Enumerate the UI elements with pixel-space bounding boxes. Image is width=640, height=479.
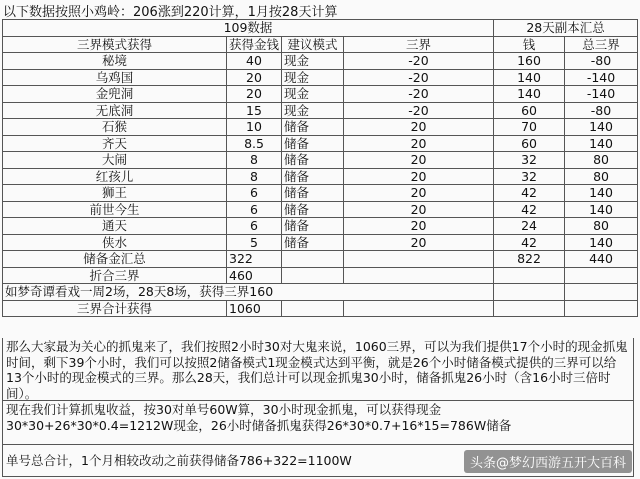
row-name: 狮王: [3, 185, 227, 202]
row-qian: 32: [494, 168, 565, 185]
group-109-header: 109数据: [3, 20, 494, 37]
row-total: -140: [565, 86, 638, 103]
row-sanjie: -20: [344, 86, 494, 103]
row-total: -80: [565, 53, 638, 70]
row-name: 秘境: [3, 53, 227, 70]
row-total: 140: [565, 234, 638, 251]
reserve-label: 储备金汇总: [3, 251, 227, 268]
row-mode: 储备: [282, 152, 344, 169]
row-money: 6: [227, 218, 282, 235]
row-money: 6: [227, 185, 282, 202]
table-row: [3, 168, 638, 185]
row-money: 20: [227, 86, 282, 103]
row-sanjie: 20: [344, 119, 494, 136]
row-mode: 储备: [282, 218, 344, 235]
row-mode: 储备: [282, 168, 344, 185]
row-mode: 储备: [282, 201, 344, 218]
total-value: 1060: [227, 300, 282, 317]
group-28-header: 28天副本汇总: [494, 20, 638, 37]
row-mode: 储备: [282, 119, 344, 136]
row-mode: 现金: [282, 69, 344, 86]
row-sanjie: 20: [344, 168, 494, 185]
row-money: 8: [227, 168, 282, 185]
row-sanjie: 20: [344, 135, 494, 152]
row-total: 80: [565, 168, 638, 185]
row-qian: 24: [494, 218, 565, 235]
row-sanjie: -20: [344, 53, 494, 70]
row-name: 乌鸡国: [3, 69, 227, 86]
table-row: [3, 234, 638, 251]
row-qian: 140: [494, 86, 565, 103]
row-qian: 70: [494, 119, 565, 136]
income-line-2: 30*30+26*30*0.4=1212W现金，26小时储备抓鬼获得26*30*0.7+16*15=786W储备: [6, 417, 512, 433]
row-qian: 42: [494, 234, 565, 251]
row-total: -140: [565, 69, 638, 86]
reserve-summary-row: [3, 251, 638, 268]
income-paragraph: [2, 401, 634, 445]
table-row: [3, 69, 638, 86]
header-group-row: [3, 20, 638, 37]
row-money: 6: [227, 201, 282, 218]
row-total: 80: [565, 152, 638, 169]
row-money: 15: [227, 102, 282, 119]
row-mode: 现金: [282, 53, 344, 70]
row-money: 10: [227, 119, 282, 136]
row-qian: 60: [494, 102, 565, 119]
row-mode: 储备: [282, 234, 344, 251]
row-sanjie: 20: [344, 218, 494, 235]
row-name: 齐天: [3, 135, 227, 152]
header-row: [3, 36, 638, 53]
row-total: 80: [565, 218, 638, 235]
col-sanjie-header: 三界: [344, 36, 494, 53]
watermark-badge: 头条@梦幻西游五开大百科: [464, 450, 632, 473]
row-money: 20: [227, 69, 282, 86]
row-money: 40: [227, 53, 282, 70]
row-qian: 60: [494, 135, 565, 152]
convert-money: 460: [227, 267, 282, 284]
row-total: 140: [565, 119, 638, 136]
row-name: 前世今生: [3, 201, 227, 218]
row-qian: 42: [494, 201, 565, 218]
row-name: 石猴: [3, 119, 227, 136]
col-total-header: 总三界: [565, 36, 638, 53]
table-row: [3, 152, 638, 169]
table-row: [3, 201, 638, 218]
row-name: 无底洞: [3, 102, 227, 119]
row-sanjie: -20: [344, 102, 494, 119]
row-total: -80: [565, 102, 638, 119]
row-sanjie: -20: [344, 69, 494, 86]
data-table: [2, 19, 638, 317]
row-qian: 160: [494, 53, 565, 70]
convert-row: [3, 267, 638, 284]
row-name: 侠水: [3, 234, 227, 251]
row-mode: 现金: [282, 102, 344, 119]
row-money: 8: [227, 152, 282, 169]
row-money: 5: [227, 234, 282, 251]
row-name: 红孩儿: [3, 168, 227, 185]
table-row: [3, 102, 638, 119]
summary-line: 单号总合计，1个月相较改动之前获得储备786+322=1100W: [6, 453, 352, 468]
sheet-title: 以下数据按照小鸡岭：206涨到220计算，1月按28天计算: [3, 5, 338, 20]
row-qian: 32: [494, 152, 565, 169]
row-qian: 140: [494, 69, 565, 86]
reserve-total: 440: [565, 251, 638, 268]
table-row: [3, 119, 638, 136]
row-name: 大闹: [3, 152, 227, 169]
row-total: 140: [565, 185, 638, 202]
col-money-header: 获得金钱: [227, 36, 282, 53]
row-name: 金兜洞: [3, 86, 227, 103]
row-qian: 42: [494, 185, 565, 202]
total-label: 三界合计获得: [3, 300, 227, 317]
table-row: [3, 218, 638, 235]
dream-note: 如梦奇谭看戏一周2场，28天8场，获得三界160: [3, 284, 494, 301]
row-mode: 储备: [282, 185, 344, 202]
row-sanjie: 20: [344, 152, 494, 169]
total-row: [3, 300, 638, 317]
income-line-1: 现在我们计算抓鬼收益，按30对单号60W算，30小时现金抓鬼，可以获得现金: [6, 402, 442, 417]
row-name: 通天: [3, 218, 227, 235]
row-money: 8.5: [227, 135, 282, 152]
reserve-qian: 822: [494, 251, 565, 268]
row-sanjie: 20: [344, 185, 494, 202]
row-total: 140: [565, 135, 638, 152]
col-mode-header: 三界模式获得: [3, 36, 227, 53]
dream-note-row: [3, 284, 638, 301]
row-sanjie: 20: [344, 201, 494, 218]
reserve-money: 322: [227, 251, 282, 268]
row-total: 140: [565, 201, 638, 218]
table-row: [3, 135, 638, 152]
col-suggest-header: 建议模式: [282, 36, 344, 53]
row-mode: 储备: [282, 135, 344, 152]
col-qian-header: 钱: [494, 36, 565, 53]
row-sanjie: 20: [344, 234, 494, 251]
table-row: [3, 53, 638, 70]
table-row: [3, 185, 638, 202]
paragraph-text: 那么大家最为关心的抓鬼来了，我们按照2小时30对大鬼来说，1060三界，可以为我们提供17个小时的现金抓鬼时间，剩下39个小时，我们可以按照2储备模式1现金模式达到平衡，就是26个小时储备模式提供的三界可以给13个小时的现金模式的三界。那么28天，我们总计可以现金抓鬼30小时，储备抓鬼26小时（含16小时三倍时间）。: [6, 339, 628, 401]
ghost-hunting-paragraph: [2, 338, 634, 401]
table-row: [3, 86, 638, 103]
row-mode: 现金: [282, 86, 344, 103]
convert-label: 折合三界: [3, 267, 227, 284]
